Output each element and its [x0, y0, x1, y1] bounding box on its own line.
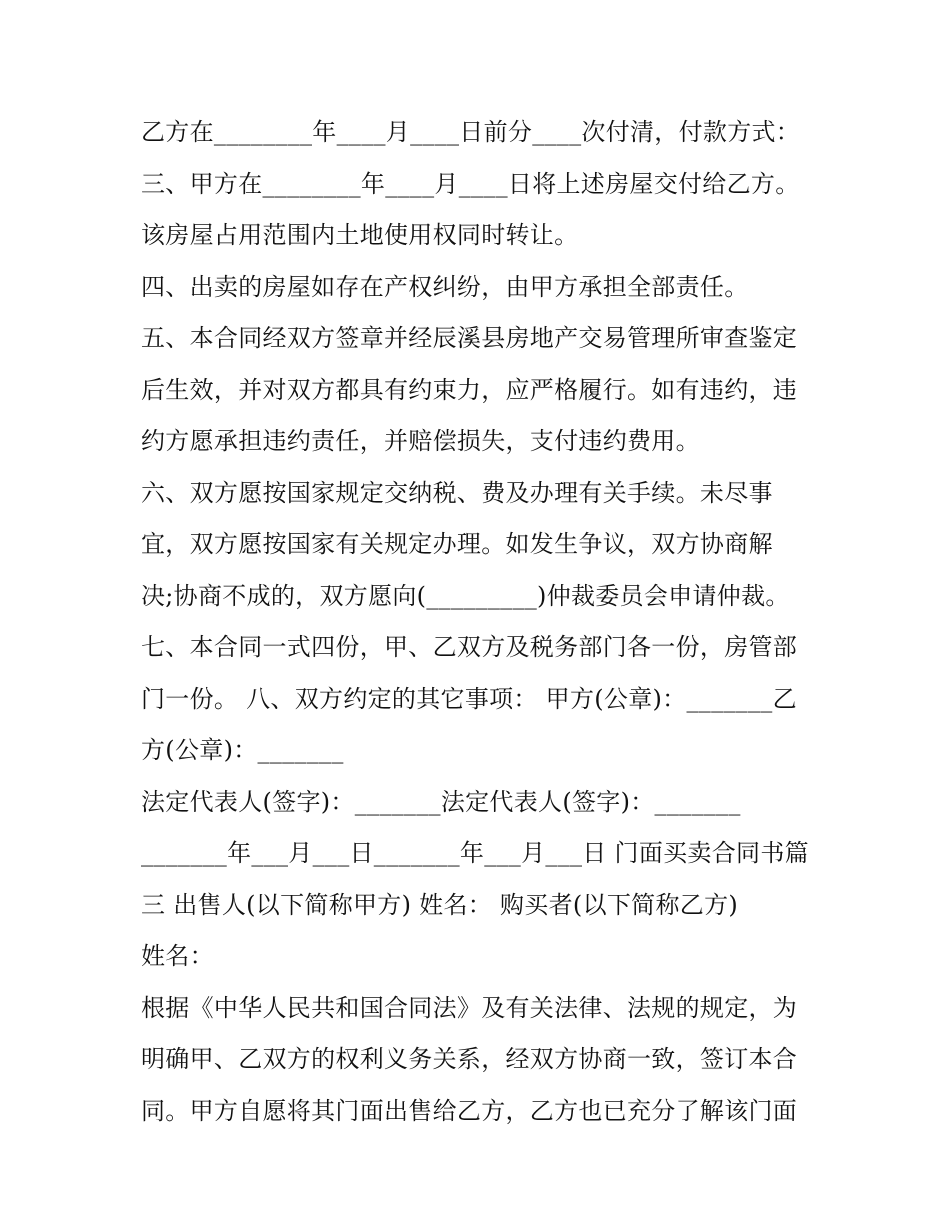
text-line-12: 门一份。 八、双方约定的其它事项： 甲方(公章)：_______乙 [141, 684, 797, 713]
text-line-19: 明确甲、乙双方的权利义务关系，经双方协商一致，签订本合 [141, 1045, 798, 1073]
text-line-1: 乙方在________年____月____日前分____次付清，付款方式： [141, 118, 801, 146]
text-line-3: 该房屋占用范围内土地使用权同时转让。 [141, 221, 579, 249]
text-line-6: 后生效，并对双方都具有约束力，应严格履行。如有违约，违 [141, 375, 798, 404]
text-line-17: 姓名： [141, 942, 214, 970]
text-line-9: 宜，双方愿按国家有关规定办理。如发生争议，双方协商解 [141, 530, 773, 558]
text-line-15: _______年___月___日_______年___月___日 门面买卖合同书篇 [141, 839, 809, 867]
text-line-14: 法定代表人(签字)：_______法定代表人(签字)：_______ [141, 787, 741, 816]
text-line-18: 根据《中华人民共和国合同法》及有关法律、法规的规定，为 [141, 993, 798, 1022]
text-line-8: 六、双方愿按国家规定交纳税、费及办理有关手续。未尽事 [141, 478, 773, 507]
text-line-13: 方(公章)：_______ [141, 736, 344, 764]
text-line-5: 五、本合同经双方签章并经辰溪县房地产交易管理所审查鉴定 [141, 324, 798, 352]
text-line-2: 三、甲方在________年____月____日将上述房屋交付给乙方。 [141, 169, 800, 198]
text-line-7: 约方愿承担违约责任，并赔偿损失，支付违约费用。 [141, 427, 700, 455]
text-line-11: 七、本合同一式四份，甲、乙双方及税务部门各一份，房管部 [141, 633, 798, 661]
text-line-20: 同。甲方自愿将其门面出售给乙方，乙方也已充分了解该门面 [141, 1096, 798, 1125]
text-line-16: 三 出售人(以下简称甲方) 姓名： 购买者(以下简称乙方) [141, 890, 739, 919]
document-body [141, 107, 821, 1137]
text-line-4: 四、出卖的房屋如存在产权纠纷，由甲方承担全部责任。 [141, 272, 749, 301]
text-line-10: 决;协商不成的，双方愿向(_________)仲裁委员会申请仲裁。 [141, 581, 790, 610]
